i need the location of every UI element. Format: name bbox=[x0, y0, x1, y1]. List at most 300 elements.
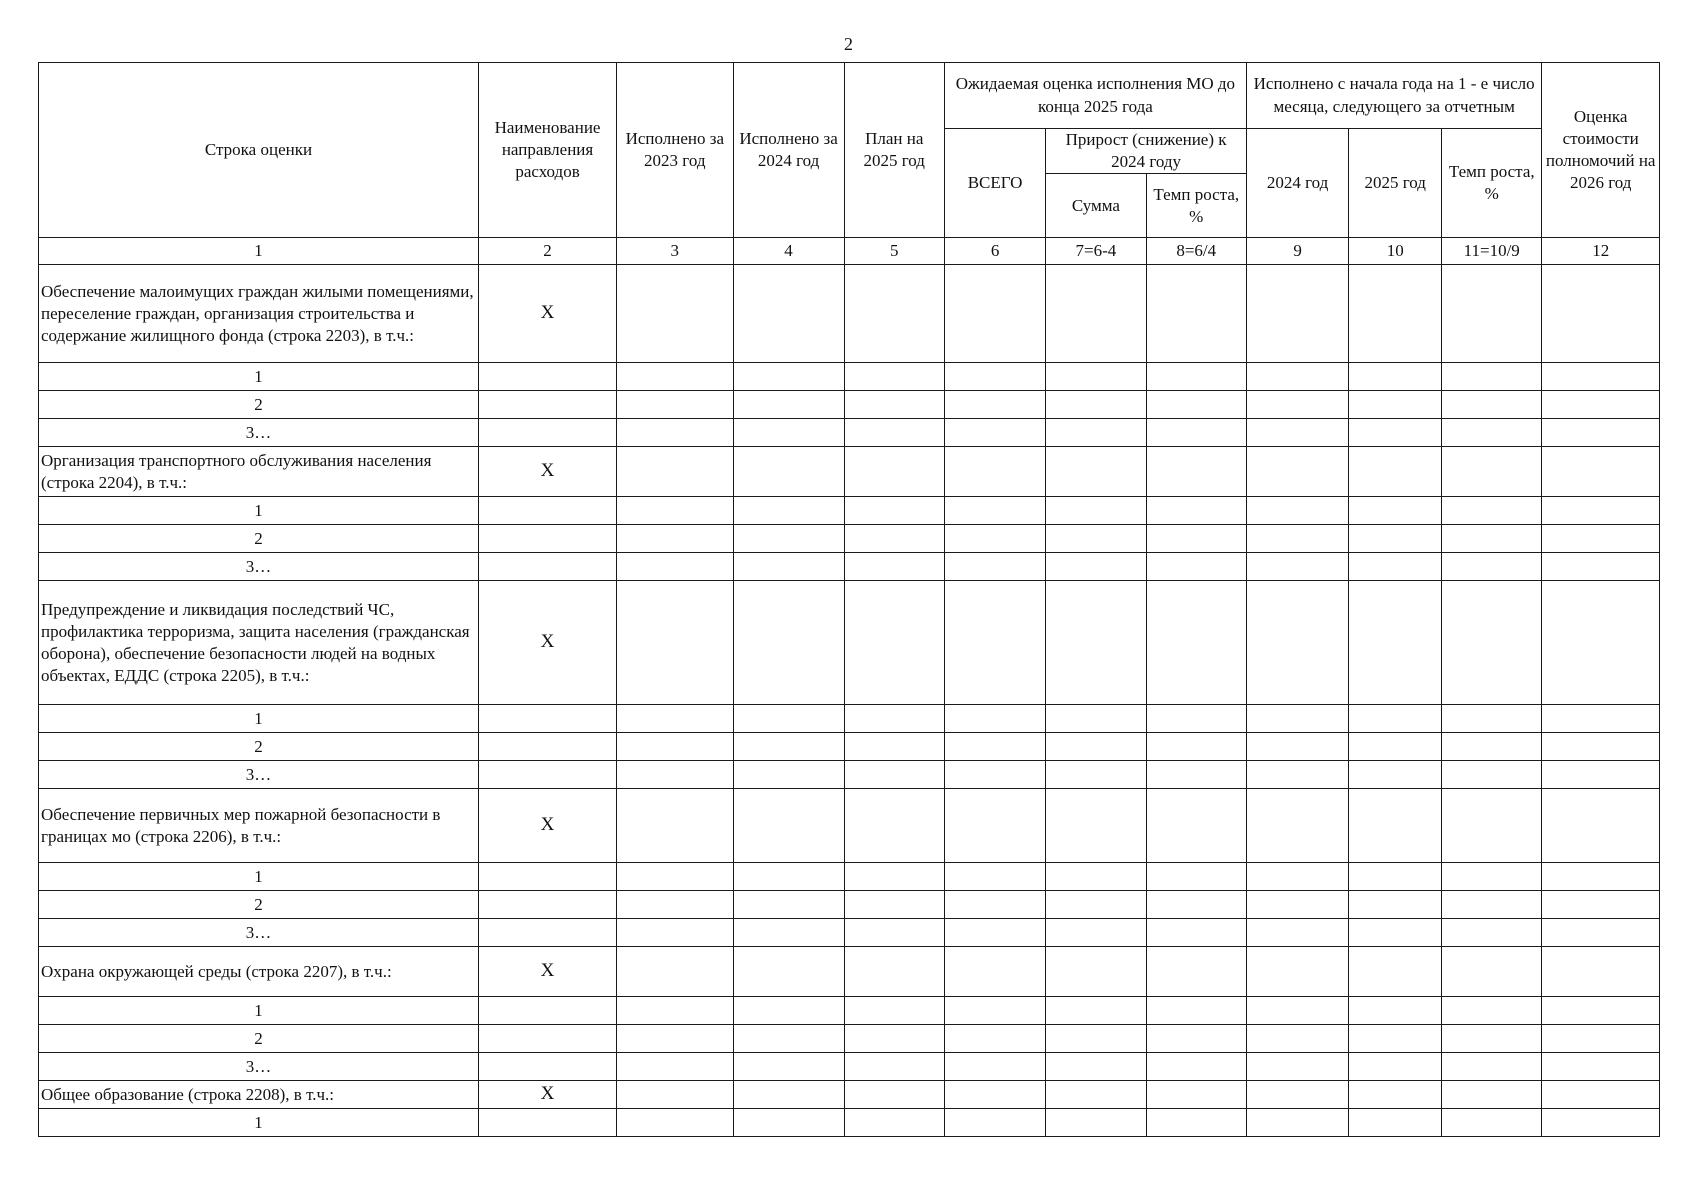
section-label: Охрана окружающей среды (строка 2207), в т.ч.: bbox=[39, 947, 479, 997]
section-mark: Х bbox=[479, 789, 617, 863]
empty-cell bbox=[479, 733, 617, 761]
empty-cell bbox=[844, 525, 944, 553]
empty-cell bbox=[844, 891, 944, 919]
subrow-label: 3… bbox=[39, 553, 479, 581]
empty-cell bbox=[1146, 919, 1246, 947]
header-ytd-2025: 2025 год bbox=[1349, 129, 1442, 238]
section-mark: Х bbox=[479, 265, 617, 363]
empty-cell bbox=[1349, 997, 1442, 1025]
empty-cell bbox=[844, 733, 944, 761]
subrow-label: 3… bbox=[39, 419, 479, 447]
column-number: 10 bbox=[1349, 238, 1442, 265]
empty-cell bbox=[1246, 1081, 1348, 1109]
empty-cell bbox=[617, 497, 733, 525]
empty-cell bbox=[733, 997, 844, 1025]
subrow bbox=[39, 553, 1660, 581]
empty-cell bbox=[1046, 363, 1146, 391]
header-rate: Темп роста, % bbox=[1146, 174, 1246, 238]
empty-cell bbox=[617, 997, 733, 1025]
empty-cell bbox=[844, 705, 944, 733]
empty-cell bbox=[1046, 419, 1146, 447]
empty-cell bbox=[944, 1053, 1045, 1081]
empty-cell bbox=[733, 391, 844, 419]
empty-cell bbox=[1146, 761, 1246, 789]
empty-cell bbox=[1442, 363, 1542, 391]
empty-cell bbox=[844, 581, 944, 705]
empty-cell bbox=[1542, 1081, 1660, 1109]
empty-cell bbox=[479, 891, 617, 919]
column-number: 6 bbox=[944, 238, 1045, 265]
empty-cell bbox=[617, 363, 733, 391]
empty-cell bbox=[944, 705, 1045, 733]
empty-cell bbox=[844, 363, 944, 391]
empty-cell bbox=[1146, 947, 1246, 997]
empty-cell bbox=[844, 919, 944, 947]
empty-cell bbox=[1442, 497, 1542, 525]
empty-cell bbox=[479, 1025, 617, 1053]
empty-cell bbox=[1542, 391, 1660, 419]
section-mark: Х bbox=[479, 581, 617, 705]
empty-cell bbox=[944, 1025, 1045, 1053]
empty-cell bbox=[1246, 891, 1348, 919]
empty-cell bbox=[1046, 947, 1146, 997]
empty-cell bbox=[1442, 891, 1542, 919]
empty-cell bbox=[944, 1081, 1045, 1109]
empty-cell bbox=[617, 891, 733, 919]
empty-cell bbox=[1542, 733, 1660, 761]
column-number: 11=10/9 bbox=[1442, 238, 1542, 265]
assessment-table bbox=[38, 62, 1660, 1137]
empty-cell bbox=[1542, 761, 1660, 789]
empty-cell bbox=[1246, 997, 1348, 1025]
empty-cell bbox=[944, 789, 1045, 863]
empty-cell bbox=[1046, 391, 1146, 419]
empty-cell bbox=[617, 265, 733, 363]
empty-cell bbox=[944, 733, 1045, 761]
subrow bbox=[39, 525, 1660, 553]
empty-cell bbox=[479, 761, 617, 789]
column-number: 5 bbox=[844, 238, 944, 265]
subrow-label: 1 bbox=[39, 497, 479, 525]
empty-cell bbox=[1046, 789, 1146, 863]
empty-cell bbox=[844, 863, 944, 891]
empty-cell bbox=[1349, 497, 1442, 525]
empty-cell bbox=[1442, 419, 1542, 447]
empty-cell bbox=[1046, 553, 1146, 581]
empty-cell bbox=[479, 919, 617, 947]
empty-cell bbox=[1542, 363, 1660, 391]
empty-cell bbox=[1246, 789, 1348, 863]
empty-cell bbox=[1046, 761, 1146, 789]
empty-cell bbox=[1542, 581, 1660, 705]
section-label: Предупреждение и ликвидация последствий ЧС, профилактика терроризма, защита населения (гражданская оборона), обеспечение безопасности людей на водных объектах, ЕДДС (строка 2205), в т.ч.: bbox=[39, 581, 479, 705]
empty-cell bbox=[617, 447, 733, 497]
empty-cell bbox=[1246, 705, 1348, 733]
header-direction: Наименование направления расходов bbox=[479, 63, 617, 238]
empty-cell bbox=[1146, 553, 1246, 581]
empty-cell bbox=[1146, 525, 1246, 553]
empty-cell bbox=[944, 525, 1045, 553]
empty-cell bbox=[1246, 525, 1348, 553]
empty-cell bbox=[1349, 1025, 1442, 1053]
section-row bbox=[39, 447, 1660, 497]
empty-cell bbox=[944, 497, 1045, 525]
empty-cell bbox=[733, 419, 844, 447]
empty-cell bbox=[479, 1109, 617, 1137]
empty-cell bbox=[617, 1025, 733, 1053]
empty-cell bbox=[733, 553, 844, 581]
empty-cell bbox=[1246, 553, 1348, 581]
empty-cell bbox=[1146, 581, 1246, 705]
empty-cell bbox=[479, 705, 617, 733]
empty-cell bbox=[479, 1053, 617, 1081]
empty-cell bbox=[617, 705, 733, 733]
header-ytd-rate: Темп роста, % bbox=[1442, 129, 1542, 238]
empty-cell bbox=[1246, 447, 1348, 497]
header-growth-group: Прирост (снижение) к 2024 году bbox=[1046, 129, 1247, 174]
empty-cell bbox=[944, 997, 1045, 1025]
empty-cell bbox=[1442, 525, 1542, 553]
empty-cell bbox=[844, 947, 944, 997]
empty-cell bbox=[1542, 553, 1660, 581]
empty-cell bbox=[479, 497, 617, 525]
section-row bbox=[39, 265, 1660, 363]
empty-cell bbox=[1146, 789, 1246, 863]
empty-cell bbox=[733, 525, 844, 553]
empty-cell bbox=[1146, 419, 1246, 447]
empty-cell bbox=[1542, 1109, 1660, 1137]
empty-cell bbox=[733, 863, 844, 891]
empty-cell bbox=[1542, 419, 1660, 447]
section-row bbox=[39, 947, 1660, 997]
empty-cell bbox=[617, 581, 733, 705]
empty-cell bbox=[479, 419, 617, 447]
empty-cell bbox=[1046, 265, 1146, 363]
empty-cell bbox=[1349, 761, 1442, 789]
empty-cell bbox=[479, 553, 617, 581]
subrow bbox=[39, 705, 1660, 733]
empty-cell bbox=[479, 525, 617, 553]
empty-cell bbox=[1146, 863, 1246, 891]
empty-cell bbox=[844, 1025, 944, 1053]
empty-cell bbox=[1046, 1025, 1146, 1053]
empty-cell bbox=[1046, 1081, 1146, 1109]
empty-cell bbox=[944, 891, 1045, 919]
column-number: 4 bbox=[733, 238, 844, 265]
empty-cell bbox=[1542, 1025, 1660, 1053]
empty-cell bbox=[1542, 947, 1660, 997]
empty-cell bbox=[1046, 997, 1146, 1025]
subrow bbox=[39, 363, 1660, 391]
empty-cell bbox=[1146, 447, 1246, 497]
header-exec-2023: Исполнено за 2023 год bbox=[617, 63, 733, 238]
header-ytd-2024: 2024 год bbox=[1246, 129, 1348, 238]
empty-cell bbox=[1246, 947, 1348, 997]
empty-cell bbox=[1442, 789, 1542, 863]
section-label: Обеспечение первичных мер пожарной безопасности в границах мо (строка 2206), в т.ч.: bbox=[39, 789, 479, 863]
empty-cell bbox=[1442, 947, 1542, 997]
empty-cell bbox=[1542, 863, 1660, 891]
empty-cell bbox=[844, 1081, 944, 1109]
subrow bbox=[39, 891, 1660, 919]
empty-cell bbox=[1046, 1053, 1146, 1081]
empty-cell bbox=[1046, 447, 1146, 497]
empty-cell bbox=[1246, 1025, 1348, 1053]
header-expected-group: Ожидаемая оценка исполнения МО до конца 2025 года bbox=[944, 63, 1246, 129]
empty-cell bbox=[1246, 733, 1348, 761]
section-mark: Х bbox=[479, 947, 617, 997]
empty-cell bbox=[1349, 1109, 1442, 1137]
column-number: 12 bbox=[1542, 238, 1660, 265]
column-number: 8=6/4 bbox=[1146, 238, 1246, 265]
empty-cell bbox=[733, 1025, 844, 1053]
column-numbers-row bbox=[39, 238, 1660, 265]
empty-cell bbox=[479, 391, 617, 419]
subrow bbox=[39, 863, 1660, 891]
section-label: Организация транспортного обслуживания населения (строка 2204), в т.ч.: bbox=[39, 447, 479, 497]
empty-cell bbox=[617, 1053, 733, 1081]
empty-cell bbox=[1542, 891, 1660, 919]
empty-cell bbox=[733, 705, 844, 733]
empty-cell bbox=[1246, 497, 1348, 525]
empty-cell bbox=[1046, 733, 1146, 761]
empty-cell bbox=[1442, 997, 1542, 1025]
empty-cell bbox=[1046, 497, 1146, 525]
header-plan-2025: План на 2025 год bbox=[844, 63, 944, 238]
empty-cell bbox=[617, 863, 733, 891]
subrow-label: 3… bbox=[39, 761, 479, 789]
empty-cell bbox=[1046, 1109, 1146, 1137]
empty-cell bbox=[733, 761, 844, 789]
empty-cell bbox=[944, 919, 1045, 947]
subrow bbox=[39, 1025, 1660, 1053]
empty-cell bbox=[844, 419, 944, 447]
empty-cell bbox=[617, 947, 733, 997]
empty-cell bbox=[844, 1109, 944, 1137]
empty-cell bbox=[733, 891, 844, 919]
empty-cell bbox=[733, 581, 844, 705]
empty-cell bbox=[944, 947, 1045, 997]
subrow-label: 3… bbox=[39, 919, 479, 947]
empty-cell bbox=[1246, 919, 1348, 947]
subrow-label: 2 bbox=[39, 733, 479, 761]
empty-cell bbox=[733, 789, 844, 863]
header-total: ВСЕГО bbox=[944, 129, 1045, 238]
empty-cell bbox=[944, 447, 1045, 497]
empty-cell bbox=[1046, 919, 1146, 947]
empty-cell bbox=[1146, 265, 1246, 363]
empty-cell bbox=[844, 391, 944, 419]
empty-cell bbox=[1146, 705, 1246, 733]
subrow bbox=[39, 761, 1660, 789]
empty-cell bbox=[1349, 1081, 1442, 1109]
empty-cell bbox=[1046, 863, 1146, 891]
empty-cell bbox=[1146, 363, 1246, 391]
column-number: 7=6-4 bbox=[1046, 238, 1146, 265]
empty-cell bbox=[844, 265, 944, 363]
empty-cell bbox=[1442, 1109, 1542, 1137]
empty-cell bbox=[1349, 919, 1442, 947]
empty-cell bbox=[944, 581, 1045, 705]
empty-cell bbox=[1442, 581, 1542, 705]
empty-cell bbox=[1046, 705, 1146, 733]
empty-cell bbox=[617, 525, 733, 553]
empty-cell bbox=[1542, 789, 1660, 863]
empty-cell bbox=[1349, 1053, 1442, 1081]
empty-cell bbox=[733, 265, 844, 363]
empty-cell bbox=[733, 733, 844, 761]
empty-cell bbox=[1442, 705, 1542, 733]
empty-cell bbox=[617, 733, 733, 761]
empty-cell bbox=[844, 497, 944, 525]
section-row bbox=[39, 789, 1660, 863]
subrow-label: 2 bbox=[39, 391, 479, 419]
empty-cell bbox=[944, 391, 1045, 419]
section-mark: Х bbox=[479, 447, 617, 497]
empty-cell bbox=[944, 363, 1045, 391]
subrow bbox=[39, 919, 1660, 947]
empty-cell bbox=[1046, 891, 1146, 919]
empty-cell bbox=[479, 997, 617, 1025]
empty-cell bbox=[617, 761, 733, 789]
empty-cell bbox=[1442, 863, 1542, 891]
subrow-label: 1 bbox=[39, 863, 479, 891]
empty-cell bbox=[733, 947, 844, 997]
subrow bbox=[39, 1109, 1660, 1137]
empty-cell bbox=[1442, 447, 1542, 497]
empty-cell bbox=[844, 553, 944, 581]
empty-cell bbox=[1146, 1025, 1246, 1053]
empty-cell bbox=[1046, 581, 1146, 705]
empty-cell bbox=[1046, 525, 1146, 553]
subrow-label: 2 bbox=[39, 891, 479, 919]
section-row bbox=[39, 1081, 1660, 1109]
empty-cell bbox=[1146, 733, 1246, 761]
empty-cell bbox=[1542, 705, 1660, 733]
subrow-label: 1 bbox=[39, 1109, 479, 1137]
subrow-label: 1 bbox=[39, 705, 479, 733]
empty-cell bbox=[1246, 863, 1348, 891]
column-number: 3 bbox=[617, 238, 733, 265]
subrow-label: 2 bbox=[39, 525, 479, 553]
subrow-label: 1 bbox=[39, 363, 479, 391]
empty-cell bbox=[733, 1109, 844, 1137]
empty-cell bbox=[1146, 497, 1246, 525]
empty-cell bbox=[479, 863, 617, 891]
empty-cell bbox=[944, 419, 1045, 447]
empty-cell bbox=[1349, 863, 1442, 891]
subrow-label: 2 bbox=[39, 1025, 479, 1053]
empty-cell bbox=[844, 997, 944, 1025]
empty-cell bbox=[844, 761, 944, 789]
empty-cell bbox=[1246, 419, 1348, 447]
empty-cell bbox=[1542, 525, 1660, 553]
subrow bbox=[39, 391, 1660, 419]
subrow bbox=[39, 1053, 1660, 1081]
empty-cell bbox=[844, 447, 944, 497]
empty-cell bbox=[1442, 1081, 1542, 1109]
empty-cell bbox=[1442, 553, 1542, 581]
empty-cell bbox=[1146, 997, 1246, 1025]
empty-cell bbox=[944, 1109, 1045, 1137]
empty-cell bbox=[1442, 265, 1542, 363]
empty-cell bbox=[617, 1081, 733, 1109]
empty-cell bbox=[617, 1109, 733, 1137]
empty-cell bbox=[1349, 447, 1442, 497]
empty-cell bbox=[1442, 733, 1542, 761]
empty-cell bbox=[1146, 391, 1246, 419]
empty-cell bbox=[944, 553, 1045, 581]
empty-cell bbox=[733, 447, 844, 497]
empty-cell bbox=[733, 363, 844, 391]
empty-cell bbox=[1349, 553, 1442, 581]
header-estimate-2026: Оценка стоимости полномочий на 2026 год bbox=[1542, 63, 1660, 238]
empty-cell bbox=[1146, 1109, 1246, 1137]
empty-cell bbox=[733, 1081, 844, 1109]
subrow bbox=[39, 497, 1660, 525]
empty-cell bbox=[1246, 363, 1348, 391]
subrow-label: 1 bbox=[39, 997, 479, 1025]
empty-cell bbox=[1442, 1053, 1542, 1081]
empty-cell bbox=[944, 761, 1045, 789]
empty-cell bbox=[1542, 919, 1660, 947]
empty-cell bbox=[844, 1053, 944, 1081]
empty-cell bbox=[733, 1053, 844, 1081]
subrow-label: 3… bbox=[39, 1053, 479, 1081]
empty-cell bbox=[1246, 1053, 1348, 1081]
header-ytd-group: Исполнено с начала года на 1 - е число месяца, следующего за отчетным bbox=[1246, 63, 1541, 129]
empty-cell bbox=[1542, 265, 1660, 363]
column-number: 9 bbox=[1246, 238, 1348, 265]
empty-cell bbox=[1349, 733, 1442, 761]
section-row bbox=[39, 581, 1660, 705]
empty-cell bbox=[944, 265, 1045, 363]
empty-cell bbox=[1349, 419, 1442, 447]
empty-cell bbox=[844, 789, 944, 863]
empty-cell bbox=[733, 497, 844, 525]
empty-cell bbox=[1442, 1025, 1542, 1053]
empty-cell bbox=[1542, 997, 1660, 1025]
empty-cell bbox=[1542, 1053, 1660, 1081]
header-row-label: Строка оценки bbox=[39, 63, 479, 238]
empty-cell bbox=[617, 919, 733, 947]
subrow bbox=[39, 997, 1660, 1025]
empty-cell bbox=[617, 789, 733, 863]
empty-cell bbox=[1349, 947, 1442, 997]
subrow bbox=[39, 419, 1660, 447]
empty-cell bbox=[1146, 1053, 1246, 1081]
page-number: 2 bbox=[844, 34, 853, 54]
empty-cell bbox=[1349, 891, 1442, 919]
empty-cell bbox=[1246, 391, 1348, 419]
empty-cell bbox=[1146, 1081, 1246, 1109]
empty-cell bbox=[1349, 265, 1442, 363]
empty-cell bbox=[617, 553, 733, 581]
empty-cell bbox=[1246, 1109, 1348, 1137]
header-sum: Сумма bbox=[1046, 174, 1146, 238]
subrow bbox=[39, 733, 1660, 761]
empty-cell bbox=[1542, 447, 1660, 497]
empty-cell bbox=[617, 391, 733, 419]
empty-cell bbox=[733, 919, 844, 947]
empty-cell bbox=[1246, 581, 1348, 705]
empty-cell bbox=[944, 863, 1045, 891]
empty-cell bbox=[1349, 391, 1442, 419]
empty-cell bbox=[479, 363, 617, 391]
empty-cell bbox=[1349, 525, 1442, 553]
empty-cell bbox=[1246, 265, 1348, 363]
empty-cell bbox=[1442, 391, 1542, 419]
